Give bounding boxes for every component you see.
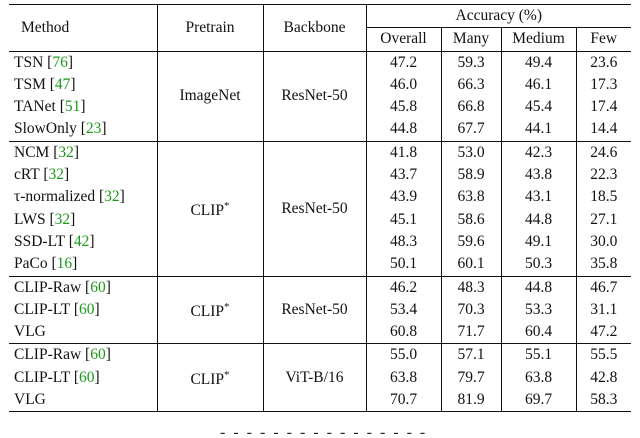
few-value: 17.3 xyxy=(590,75,618,93)
table-row xyxy=(9,51,631,74)
citation-link[interactable]: 32 xyxy=(48,166,65,184)
few-value: 42.8 xyxy=(590,368,618,386)
few-value: 18.5 xyxy=(590,188,618,206)
many-value: 71.7 xyxy=(441,321,501,344)
method-name: SlowOnly xyxy=(14,120,77,138)
method-cell: NCM [32] xyxy=(9,141,157,164)
method-name: TANet xyxy=(14,98,56,116)
pretrain-cell: CLIP* xyxy=(157,141,263,276)
citation-link[interactable]: 47 xyxy=(54,75,71,93)
overall-value: 50.1 xyxy=(366,253,441,276)
citation-link[interactable]: 76 xyxy=(52,53,68,71)
backbone-cell: ViT-B/16 xyxy=(263,344,366,412)
pretrain-label: CLIP xyxy=(190,371,225,389)
method-cell: cRT [32] xyxy=(9,164,157,186)
citation-link[interactable]: 23 xyxy=(85,120,102,138)
header-method: Method xyxy=(9,5,157,52)
method-cell: PaCo [16] xyxy=(9,253,157,276)
pretrain-label: ImageNet xyxy=(179,87,241,105)
medium-value: 42.3 xyxy=(501,141,576,164)
medium-value: 45.4 xyxy=(501,96,576,118)
medium-value: 49.4 xyxy=(501,51,576,74)
citation-link[interactable]: 60 xyxy=(79,300,95,318)
method-name: TSN xyxy=(14,53,44,71)
method-name: CLIP-Raw xyxy=(14,346,82,364)
citation-link[interactable]: 42 xyxy=(73,232,90,250)
method-cell: SSD-LT [42] xyxy=(9,231,157,253)
method-name: CLIP-Raw xyxy=(14,278,82,296)
many-value: 70.3 xyxy=(441,299,501,321)
many-value: 53.0 xyxy=(441,141,501,164)
medium-value: 46.1 xyxy=(501,74,576,96)
overall-value: 70.7 xyxy=(366,389,441,412)
pretrain-cell: CLIP* xyxy=(157,276,263,344)
medium-value: 44.8 xyxy=(501,209,576,231)
method-cell: CLIP-Raw [60] xyxy=(9,344,157,367)
method-name: PaCo xyxy=(14,255,48,273)
few-value: 35.8 xyxy=(590,255,618,273)
method-name: SSD-LT xyxy=(14,232,65,250)
overall-value: 55.0 xyxy=(366,344,441,367)
caption-fragment: - - - - - - - - - - - - - - - - xyxy=(220,424,428,438)
citation-link[interactable]: 60 xyxy=(90,346,106,364)
method-name: VLG xyxy=(14,323,46,341)
many-value: 60.1 xyxy=(441,253,501,276)
citation-link[interactable]: 32 xyxy=(58,143,74,161)
many-value: 58.6 xyxy=(441,209,501,231)
few-value: 47.2 xyxy=(590,323,618,341)
few-value: 27.1 xyxy=(590,210,618,228)
overall-value: 44.8 xyxy=(366,118,441,141)
few-value: 17.4 xyxy=(590,98,618,116)
medium-value: 43.8 xyxy=(501,164,576,186)
many-value: 67.7 xyxy=(441,118,501,141)
method-cell xyxy=(9,389,157,412)
medium-value: 53.3 xyxy=(501,299,576,321)
results-table xyxy=(9,4,631,412)
many-value: 48.3 xyxy=(441,276,501,299)
header-many: Many xyxy=(441,28,501,51)
overall-value: 60.8 xyxy=(366,321,441,344)
header-medium: Medium xyxy=(501,28,576,51)
citation-link[interactable]: 60 xyxy=(79,368,95,386)
few-value: 24.6 xyxy=(576,141,631,164)
citation-link[interactable]: 32 xyxy=(104,188,120,206)
few-value: 58.3 xyxy=(576,389,631,412)
method-cell: SlowOnly [23] xyxy=(9,118,157,141)
few-value: 23.6 xyxy=(590,53,618,71)
overall-value: 43.7 xyxy=(366,164,441,186)
medium-value: 69.7 xyxy=(501,389,576,412)
method-name: NCM xyxy=(14,143,50,161)
method-name: CLIP-LT xyxy=(14,368,70,386)
method-name: CLIP-LT xyxy=(14,300,70,318)
method-cell: TSM [47] xyxy=(9,74,157,96)
method-cell xyxy=(9,321,157,344)
overall-value: 63.8 xyxy=(366,367,441,389)
method-cell: TANet [51] xyxy=(9,96,157,118)
method-cell: τ-normalized [32] xyxy=(9,186,157,208)
overall-value: 46.2 xyxy=(366,276,441,299)
header-pretrain: Pretrain xyxy=(157,5,263,52)
medium-value: 60.4 xyxy=(501,321,576,344)
citation-link[interactable]: 51 xyxy=(64,98,81,116)
few-value: 14.4 xyxy=(590,120,618,138)
backbone-cell: ResNet-50 xyxy=(263,141,366,276)
many-value: 63.8 xyxy=(441,186,501,208)
medium-value: 43.1 xyxy=(501,186,576,208)
citation-link[interactable]: 60 xyxy=(90,278,106,296)
table-row xyxy=(9,141,631,164)
backbone-cell: ResNet-50 xyxy=(263,276,366,344)
header-accuracy: Accuracy (%) xyxy=(366,5,631,28)
medium-value: 63.8 xyxy=(501,367,576,389)
overall-value: 53.4 xyxy=(366,299,441,321)
pretrain-label: CLIP xyxy=(190,303,225,321)
method-cell: CLIP-LT [60] xyxy=(9,299,157,321)
method-name: cRT xyxy=(14,166,40,184)
overall-value: 45.1 xyxy=(366,209,441,231)
few-value: 55.5 xyxy=(576,344,631,367)
many-value: 66.3 xyxy=(441,74,501,96)
method-cell: LWS [32] xyxy=(9,209,157,231)
many-value: 58.9 xyxy=(441,164,501,186)
table-body xyxy=(9,51,631,412)
method-name: VLG xyxy=(14,391,46,409)
overall-value: 43.9 xyxy=(366,186,441,208)
many-value: 59.6 xyxy=(441,231,501,253)
many-value: 57.1 xyxy=(441,344,501,367)
overall-value: 45.8 xyxy=(366,96,441,118)
few-value: 22.3 xyxy=(590,166,618,184)
header-few: Few xyxy=(576,28,631,51)
table-row xyxy=(9,276,631,299)
pretrain-label: CLIP xyxy=(190,202,225,220)
method-name: TSM xyxy=(14,75,46,93)
backbone-cell: ResNet-50 xyxy=(263,51,366,141)
many-value: 59.3 xyxy=(441,51,501,74)
header-backbone: Backbone xyxy=(263,5,366,52)
method-name: τ-normalized xyxy=(14,188,96,206)
method-cell: CLIP-Raw [60] xyxy=(9,276,157,299)
few-value: 30.0 xyxy=(590,232,618,250)
medium-value: 44.1 xyxy=(501,118,576,141)
overall-value: 41.8 xyxy=(366,141,441,164)
method-name: LWS xyxy=(14,210,46,228)
many-value: 81.9 xyxy=(441,389,501,412)
many-value: 66.8 xyxy=(441,96,501,118)
pretrain-cell xyxy=(157,51,263,141)
citation-link[interactable]: 32 xyxy=(54,210,71,228)
pretrain-cell: CLIP* xyxy=(157,344,263,412)
medium-value: 50.3 xyxy=(501,253,576,276)
table-row xyxy=(9,344,631,367)
overall-value: 46.0 xyxy=(366,74,441,96)
few-value: 31.1 xyxy=(590,300,618,318)
medium-value: 49.1 xyxy=(501,231,576,253)
overall-value: 48.3 xyxy=(366,231,441,253)
medium-value: 55.1 xyxy=(501,344,576,367)
method-cell: CLIP-LT [60] xyxy=(9,367,157,389)
method-cell: TSN [76] xyxy=(9,51,157,74)
citation-link[interactable]: 16 xyxy=(56,255,73,273)
many-value: 79.7 xyxy=(441,367,501,389)
few-value: 46.7 xyxy=(576,276,631,299)
medium-value: 44.8 xyxy=(501,276,576,299)
overall-value: 47.2 xyxy=(366,51,441,74)
header-overall: Overall xyxy=(366,28,441,51)
